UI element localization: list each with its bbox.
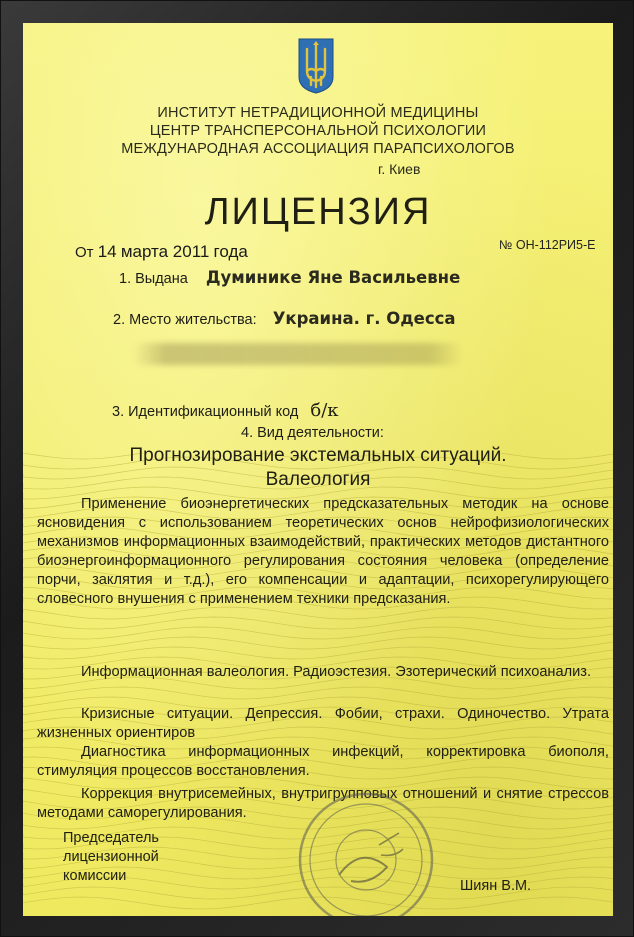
- paragraph-3: [37, 705, 609, 743]
- signatory-name: Шиян В.М.: [460, 878, 532, 894]
- date-day: 14: [97, 242, 117, 261]
- ukraine-coat-of-arms-icon: [297, 37, 335, 95]
- paragraph-1: [37, 495, 609, 609]
- license-number: № ОН-112РИ5-Е: [499, 238, 596, 252]
- issued-to-row: [119, 268, 460, 287]
- round-stamp-icon: [291, 785, 441, 916]
- date-suffix: года: [213, 242, 248, 261]
- date-month-year: марта 2011: [120, 242, 210, 261]
- chairman-line-2: лицензионной: [63, 849, 159, 865]
- date-prefix: От: [75, 244, 94, 261]
- header-line-2: ЦЕНТР ТРАНСПЕРСОНАЛЬНОЙ ПСИХОЛОГИИ: [149, 123, 487, 139]
- paragraph-4-text: Диагностика информационных инфекций, корректировка биополя, стимуляция процессов восстановления.: [37, 744, 609, 779]
- paragraph-5-text: Коррекция внутрисемейных, внутригрупповых отношений и снятие стрессов методами саморегулирования.: [37, 786, 609, 821]
- chairman-line-3: комиссии: [63, 868, 127, 884]
- paragraph-2-text: Информационная валеология. Радиоэстезия. Эзотерический психоанализ.: [81, 664, 592, 680]
- activity-title-2: Валеология: [265, 469, 371, 490]
- document-title: ЛИЦЕНЗИЯ: [204, 191, 432, 233]
- id-code-row: [112, 400, 339, 421]
- header-line-3: МЕЖДУНАРОДНАЯ АССОЦИАЦИЯ ПАРАПСИХОЛОГОВ: [121, 141, 515, 157]
- paragraph-1-text: Применение биоэнергетических предсказательных методик на основе ясновидения с использованием теоретических основ нейрофизиологических механизмов информационных взаимодействий, практических методов дистантного биоэнергоинформационного регулирования состояния человека (определение порчи, заклятия и т.д.), его компенсации и адаптации, психорегулирующего словесного внушения с применением техники предсказания.: [37, 496, 609, 607]
- activity-title-1: Прогнозирование экстемальных ситуаций.: [129, 445, 507, 466]
- id-code-value: б/к: [310, 400, 339, 421]
- issued-label: 1. Выдана: [119, 271, 188, 287]
- redacted-address: [133, 343, 463, 365]
- paragraph-4: [37, 743, 609, 781]
- license-document: [23, 23, 613, 916]
- header-line-1: ИНСТИТУТ НЕТРАДИЦИОННОЙ МЕДИЦИНЫ: [157, 105, 479, 121]
- chairman-block: [63, 829, 159, 886]
- issue-date: [75, 242, 248, 262]
- paragraph-3-text: Кризисные ситуации. Депрессия. Фобии, страхи. Одиночество. Утрата жизненных ориентиров: [37, 706, 609, 741]
- residence-row: [113, 309, 456, 328]
- issued-value: Думинике Яне Васильевне: [205, 268, 461, 287]
- residence-label: 2. Место жительства:: [113, 312, 257, 328]
- header-city: г. Киев: [378, 161, 421, 177]
- activity-label: 4. Вид деятельности:: [241, 425, 384, 441]
- id-code-label: 3. Идентификационный код: [112, 404, 299, 420]
- chairman-line-1: Председатель: [63, 830, 159, 846]
- paragraph-2: [37, 663, 609, 682]
- residence-value: Украина. г. Одесса: [272, 309, 456, 328]
